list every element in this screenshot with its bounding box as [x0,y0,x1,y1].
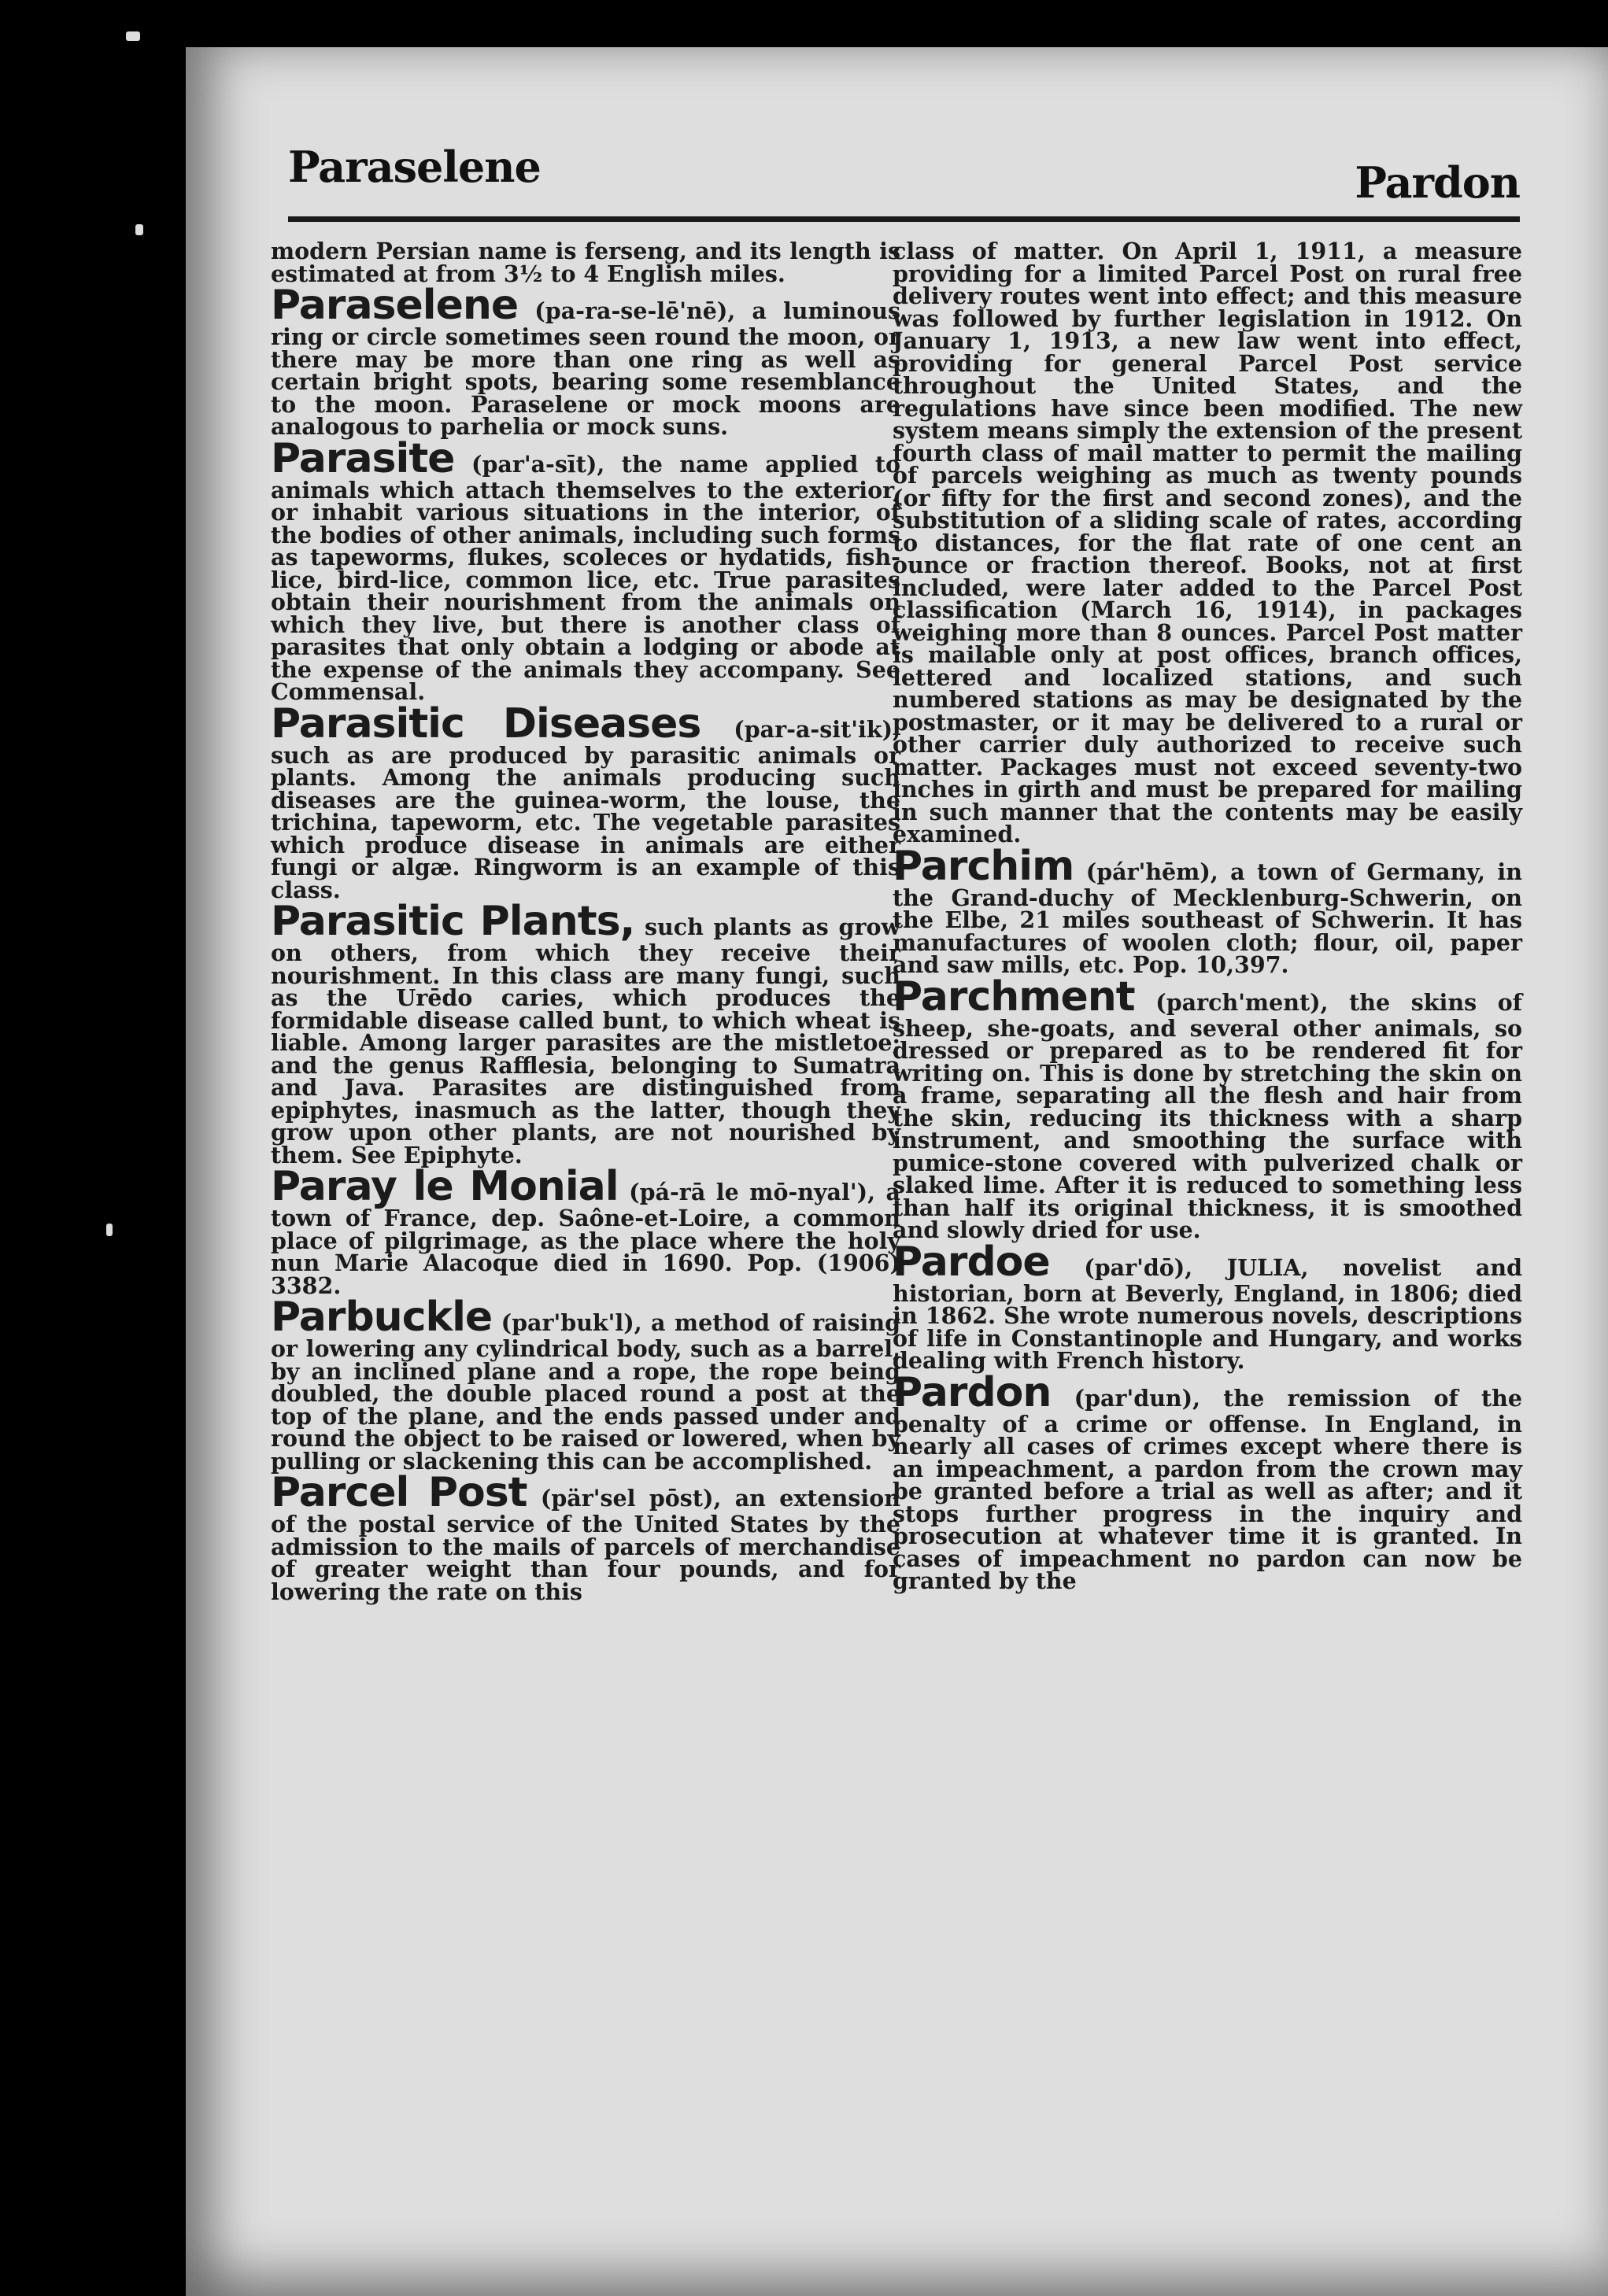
entry-headword: Paraselene [271,282,519,329]
entry-parbuckle [271,1294,900,1475]
running-head-left: Paraselene [288,142,541,192]
entry-headword: Parasite [271,434,455,482]
scan-speck [126,31,140,41]
entry-continuation [271,240,900,285]
entry-text: (parch'ment), the skins of sheep, she-goats, and several other animals, so dressed or prepared as to be rendered fit for writing on. This is done by stretching the skin on a frame, separating all the flesh and hair from the skin, reducing its thickness with a sharp instrument, and smoothing the surface with pumice-stone covered with pulverized chalk or slaked lime. After it is reduced to something less than half its original thickness, it is smoothed and slowly dried for use. [893,988,1522,1243]
entry-headword: Parcel Post [271,1469,527,1516]
entry-parchim [893,842,1522,978]
document-page [186,47,1608,2296]
entry-text: (pá-rā le mō-nyal'), a town of France, dep. Saône-et-Loire, a common place of pilgrimage, as the place where the holy nun Marie Alacoque died in 1690. Pop. (1906) 3382. [271,1179,900,1299]
entry-headword: Parchim [893,842,1074,890]
scan-speck [106,1224,113,1236]
entry-continuation [893,240,1522,846]
entry-pardon [893,1368,1522,1594]
entry-paray-le-monial [271,1163,900,1299]
left-column [271,240,900,1603]
entry-headword: Parchment [893,973,1135,1021]
entry-text: class of matter. On April 1, 1911, a measure providing for a limited Parcel Post on rural free delivery routes went into effect; and this measure was followed by further legislation in 1912. On January 1, 1913, a new law went into effect, providing for general Parcel Post service throughout the United States, and the regulations have since been modified. The new system means simply the extension of the present fourth class of mail matter to permit the mailing of parcels weighing as much as twenty pounds (or fifty for the first and second zones), and the substitution of a sliding scale of rates, according to distances, for the flat rate of one cent an ounce or fraction thereof. Books, not at first included, were later added to the Parcel Post classification (March 16, 1914), in packages weighing more than 8 ounces. Parcel Post matter is mailable only at post offices, branch offices, lettered and localized stations, and such numbered stations as may be designated by the postmaster, or it may be delivered to a rural or other carrier duly authorized to receive such matter. Packages must not exceed seventy-two inches in girth and must be prepared for mailing in such manner that the contents may be easily examined. [893,238,1522,847]
entry-text: (par'dō), JULIA, novelist and historian, born at Beverly, England, in 1806; died in 1862. She wrote numerous novels, descriptions of life in Constantinople and Hungary, and works dealing with French history. [893,1253,1522,1374]
entry-text: (pár'hēm), a town of Germany, in the Grand-duchy of Mecklenburg-Schwerin, on the Elbe, 21 miles southeast of Schwerin. It has manufactures of woolen cloth; flour, oil, paper and saw mills, etc. Pop. 10,397. [893,858,1522,978]
entry-text: (par'dun), the remission of the penalty of a crime or offense. In England, in nearly all cases of crimes except where there is an impeachment, a pardon from the crown may be granted before a trial as well as after; and it stops further progress in the inquiry and prosecution at whatever time it is granted. In cases of impeachment no pardon can now be granted by the [893,1384,1522,1594]
entry-pardoe [893,1238,1522,1374]
header-rule [288,216,1520,222]
right-column [893,240,1522,1593]
entry-parasitic-plants [271,898,901,1168]
entry-headword: Parasitic Diseases [271,700,701,747]
entry-text: (par'a-sīt), the name applied to animals which attach themselves to the exterior, or inhabit various situations in the interior, of the bodies of other animals, including such forms as tapeworms, flukes, scoleces or hydatids, fish-lice, bird-lice, common lice, etc. True parasites obtain their nourishment from the animals on which they live, but there is another class of parasites that only obtain a lodging or abode at the expense of the animals they accompany. See Commensal. [271,450,900,705]
entry-parasitic-diseases [271,700,900,903]
entry-parchment [893,973,1522,1243]
entry-text: (par-a-sit'ik), such as are produced by parasitic animals or plants. Among the animals producing such diseases are the guinea-worm, the louse, the trichina, tapeworm, etc. The vegetable parasites which produce disease in animals are either fungi or algæ. Ringworm is an example of this class. [271,715,900,903]
entry-text: modern Persian name is ferseng, and its length is estimated at from 3½ to 4 English miles. [271,238,900,287]
entry-headword: Paray le Monial [271,1163,619,1210]
entry-text: (pa-ra-se-lē'nē), a luminous ring or circle sometimes seen round the moon, or there may be more than one ring as well as certain bright spots, bearing some resemblance to the moon. Paraselene or mock moons are analogous to parhelia or mock suns. [271,297,900,440]
entry-paraselene [271,282,900,440]
entry-headword: Pardon [893,1368,1052,1416]
entry-parcel-post [271,1469,900,1605]
entry-headword: Parasitic Plants, [271,898,635,945]
entry-text: such plants as grow on others, from which they receive their nourishment. In this class are many fungi, such as the Urēdo caries, which produces the formidable disease called bunt, to which wheat is liable. Among larger parasites are the mistletoe; and the genus Rafflesia, belonging to Sumatra and Java. Parasites are distinguished from epiphytes, inasmuch as the latter, though they grow upon other plants, are not nourished by them. See Epiphyte. [271,914,901,1168]
entry-parasite [271,434,900,705]
entry-text: (pär'sel pōst), an extension of the postal service of the United States by the admission to the mails of parcels of merchandise of greater weight than four pounds, and for lowering the rate on this [271,1485,900,1605]
scan-speck [135,224,143,235]
entry-headword: Pardoe [893,1238,1050,1286]
entry-headword: Parbuckle [271,1294,493,1341]
running-head-right: Pardon [1355,157,1520,208]
entry-text: (par'buk'l), a method of raising or lowering any cylindrical body, such as a barrel, by an inclined plane and a rope, the rope being doubled, the double placed round a post at the top of the plane, and the ends passed under and round the object to be raised or lowered, when by pulling or slackening this can be accomplished. [271,1309,900,1475]
